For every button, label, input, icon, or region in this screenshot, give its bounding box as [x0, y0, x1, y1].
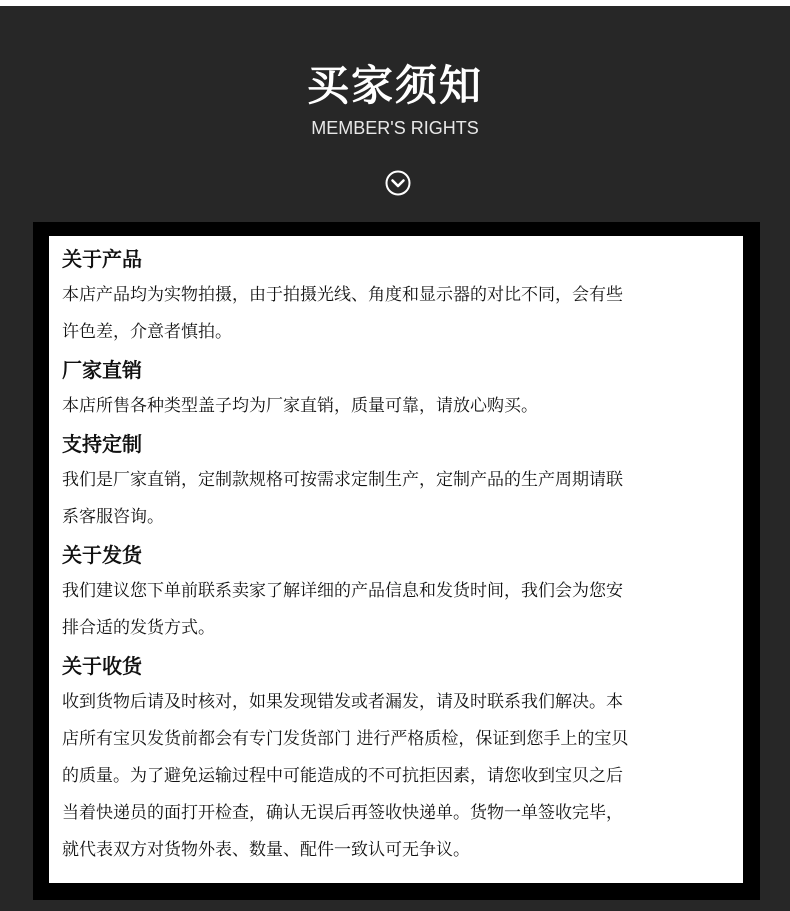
- section-body: [62, 462, 729, 536]
- section-body: [62, 277, 729, 351]
- section-body: [62, 388, 729, 425]
- body-line: 排合适的发货方式。: [62, 618, 215, 638]
- body-line: 收到货物后请及时核对，如果发现错发或者漏发，请及时联系我们解决。本: [62, 692, 623, 712]
- section-receiving: [62, 651, 729, 869]
- section-body: [62, 573, 729, 647]
- page-subtitle: MEMBER'S RIGHTS: [311, 118, 479, 138]
- notice-card: [49, 236, 743, 883]
- section-title: 厂家直销: [62, 358, 142, 382]
- body-line: 就代表双方对货物外表、数量、配件一致认可无争议。: [62, 840, 470, 860]
- body-line: 许色差，介意者慎拍。: [62, 322, 232, 342]
- section-title: 关于收货: [62, 654, 142, 678]
- section-title: 支持定制: [62, 432, 142, 456]
- section-customization: [62, 429, 729, 536]
- body-line: 的质量。为了避免运输过程中可能造成的不可抗拒因素，请您收到宝贝之后: [62, 766, 623, 786]
- body-line: 店所有宝贝发货前都会有专门发货部门 进行严格质检，保证到您手上的宝贝: [62, 729, 629, 749]
- body-line: 本店所售各种类型盖子均为厂家直销，质量可靠，请放心购买。: [62, 396, 538, 416]
- body-line: 本店产品均为实物拍摄，由于拍摄光线、角度和显示器的对比不同，会有些: [62, 285, 623, 305]
- section-factory-direct: [62, 355, 729, 425]
- top-divider: [0, 0, 790, 6]
- body-line: 我们建议您下单前联系卖家了解详细的产品信息和发货时间，我们会为您安: [62, 581, 623, 601]
- page-title: 买家须知: [306, 61, 483, 110]
- section-products: [62, 244, 729, 351]
- body-line: 系客服咨询。: [62, 507, 164, 527]
- chevron-down-circle-icon: [385, 170, 411, 196]
- section-body: [62, 684, 729, 869]
- body-line: 我们是厂家直销，定制款规格可按需求定制生产，定制产品的生产周期请联: [62, 470, 623, 490]
- body-line: 当着快递员的面打开检查，确认无误后再签收快递单。货物一单签收完毕，: [62, 803, 623, 823]
- section-title: 关于发货: [62, 543, 142, 567]
- section-title: 关于产品: [62, 247, 142, 271]
- section-shipping: [62, 540, 729, 647]
